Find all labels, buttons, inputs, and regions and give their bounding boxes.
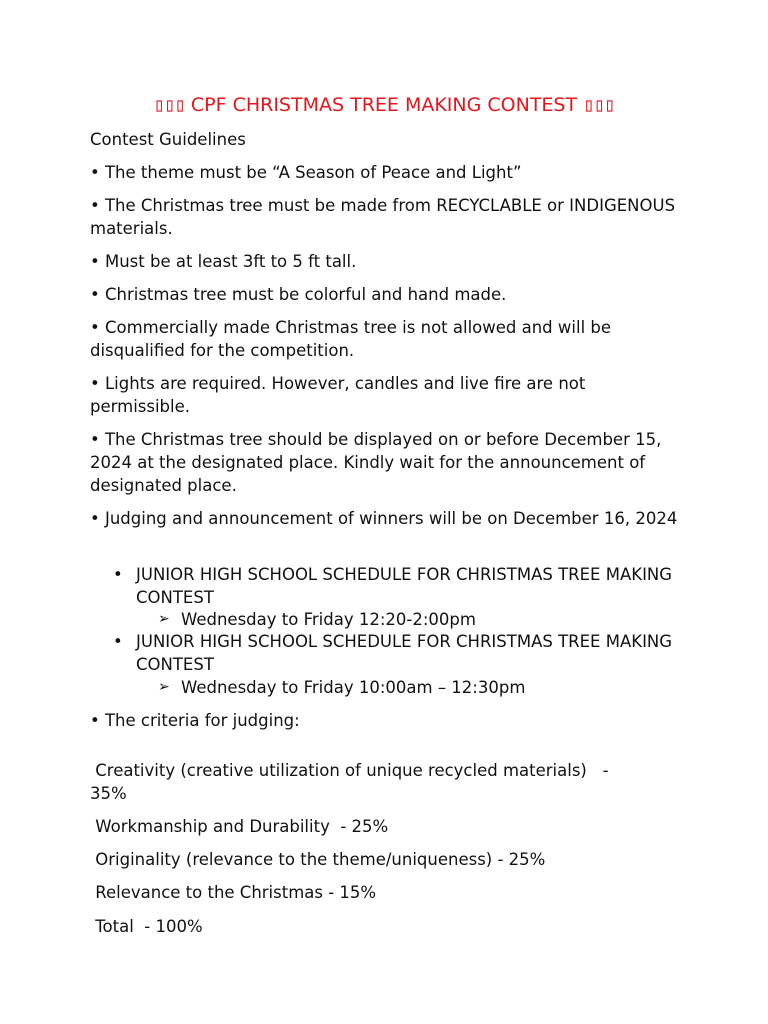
guideline-item: • Must be at least 3ft to 5 ft tall.	[90, 252, 357, 271]
schedule-label: JUNIOR HIGH SCHOOL SCHEDULE FOR CHRISTMAS TREE MAKING CONTEST	[136, 632, 673, 674]
schedule-time-text: Wednesday to Friday 10:00am – 12:30pm	[181, 678, 526, 697]
bullet-icon: •	[113, 632, 123, 651]
bullet-icon: •	[113, 565, 123, 584]
criteria-item: Originality (relevance to the theme/uniqueness) - 25%	[90, 849, 546, 869]
guideline-item: • Lights are required. However, candles and live fire are not permissible.	[90, 374, 586, 416]
criteria-item: Workmanship and Durability - 25%	[90, 816, 389, 836]
guideline-item: • The Christmas tree should be displayed on or before December 15, 2024 at the designated place. Kindly wait for the announcement of designated place.	[90, 430, 662, 495]
arrow-bullet-icon: ➢	[158, 679, 170, 695]
guideline-item: • Commercially made Christmas tree is not allowed and will be disqualified for the competition.	[90, 318, 612, 360]
title-prefix-glyphs: ▯▯▯	[153, 94, 185, 116]
schedule-time-text: Wednesday to Friday 12:20-2:00pm	[181, 610, 476, 629]
criteria-item: Creativity (creative utilization of unique recycled materials) - 35%	[90, 760, 614, 803]
guideline-item: • Christmas tree must be colorful and hand made.	[90, 285, 507, 304]
title-text: CPF CHRISTMAS TREE MAKING CONTEST	[184, 94, 584, 116]
guideline-item: • The Christmas tree must be made from RECYCLABLE or INDIGENOUS materials.	[90, 196, 676, 238]
page-title	[0, 92, 768, 118]
guideline-item: • Judging and announcement of winners will be on December 16, 2024	[90, 509, 678, 528]
schedule-label: JUNIOR HIGH SCHOOL SCHEDULE FOR CHRISTMAS TREE MAKING CONTEST	[136, 565, 673, 607]
criteria-heading: • The criteria for judging:	[90, 711, 300, 730]
guideline-item: • The theme must be “A Season of Peace and Light”	[90, 163, 522, 182]
criteria-item: Total - 100%	[90, 916, 203, 936]
criteria-item: Relevance to the Christmas - 15%	[90, 882, 377, 902]
section-heading: Contest Guidelines	[90, 130, 246, 149]
title-suffix-glyphs: ▯▯▯	[583, 94, 615, 116]
arrow-bullet-icon: ➢	[158, 611, 170, 627]
